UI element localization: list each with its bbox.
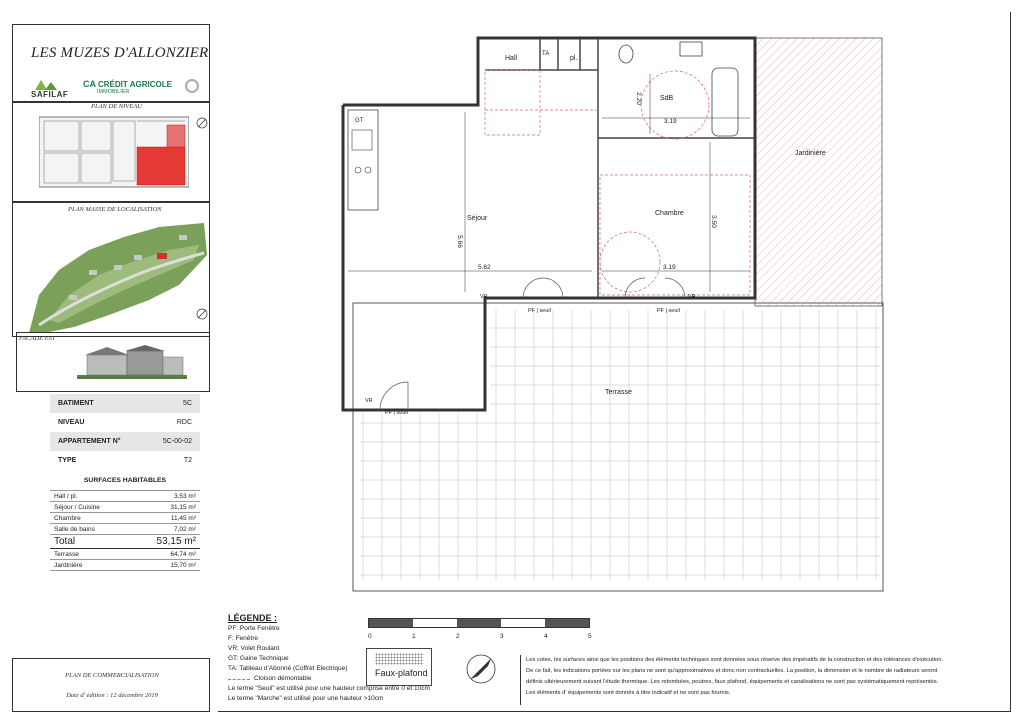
sidebar (12, 12, 210, 712)
spec-row (50, 394, 200, 413)
spec-row (50, 451, 200, 470)
dim-sejour-width: 5.62 (478, 264, 491, 271)
surface-row (50, 513, 200, 524)
scale-segment (501, 619, 545, 627)
surface-row (50, 502, 200, 513)
safilaf-label: SAFILAF (31, 90, 69, 99)
apartment-walls (343, 38, 755, 410)
surface-label: Jardinière (54, 561, 83, 569)
safilaf-logo (31, 80, 76, 100)
dim-chambre-height: 3.50 (709, 215, 717, 228)
facade-caption: FACADE EST (19, 335, 56, 342)
plan-niveau-image (39, 111, 189, 189)
legend-item: TA: Tableau d'Abonné (Coffret Electrique) (228, 665, 348, 672)
surface-total-row (50, 535, 200, 549)
disclaimer-line: définis ultérieurement suivant l'étude thermique. Les retombées, poutres, faux plafond, équipements et canalisations ne sont pas systématiquement représentés. (526, 679, 939, 685)
dimension-lines (348, 74, 750, 292)
opening-pf-label: PF | seuil (385, 410, 408, 416)
surface-value: 3,53 m² (173, 492, 196, 500)
surface-value: 15,70 m² (170, 561, 196, 569)
hob-icon-2 (365, 167, 371, 173)
facade-image (77, 345, 187, 381)
disclaimer-line: Les cotes, les surfaces ainsi que les positions des éléments techniques sont données sous réserve des impératifs de la construction et des tolérances d'exécution. (526, 657, 944, 663)
surface-total-label: Total (54, 536, 76, 547)
scale-label: 3 (500, 633, 504, 640)
room-terrasse-label: Terrasse (605, 389, 632, 396)
footer-panel (12, 658, 210, 712)
sink-icon (352, 130, 372, 150)
room-chambre-label: Chambre (655, 210, 684, 217)
scale-segment (413, 619, 457, 627)
ca-icon: CA (83, 79, 96, 89)
surfaces-title: SURFACES HABITABLES (83, 477, 167, 484)
surface-label: Chambre (54, 514, 81, 522)
surface-value: 11,45 m² (170, 514, 196, 522)
spec-label: TYPE (58, 457, 77, 464)
surface-value: 64,74 m² (170, 550, 196, 558)
footer-line1: PLAN DE COMMERCIALISATION (65, 672, 159, 679)
surface-row (50, 549, 200, 560)
surfaces-table (50, 490, 200, 571)
disclaimer-line: De ce fait, les indications portées sur les plans ne sont qu'approximatives et donc non contractuelles. La position, la dimension et le nombre de radiateurs seront (526, 668, 938, 674)
surface-row (50, 524, 200, 535)
cloison-label: Cloison démontable (254, 675, 312, 682)
legend-item: F: Fenêtre (228, 635, 258, 642)
scale-segment (545, 619, 589, 627)
logo-panel (12, 24, 210, 102)
surface-total-value: 53,15 m² (156, 536, 196, 547)
north-arrow-icon-2 (196, 308, 208, 320)
project-title: LES MUZES D'ALLONZIER (31, 45, 209, 61)
opening-pf-label: PF | seuil (657, 308, 680, 314)
room-jardiniere-label: Jardinière (795, 150, 826, 157)
spec-value: T2 (183, 457, 192, 464)
surface-row (50, 491, 200, 502)
kitchen-counter (348, 110, 378, 210)
terrace-outline (353, 303, 883, 591)
scale-segment (457, 619, 501, 627)
surface-label: Hall / pl. (54, 492, 78, 500)
room-hall-label: Hall (505, 55, 518, 62)
legend-item: VR: Volet Roulant (228, 645, 280, 652)
room-gt-label: GT (355, 118, 364, 124)
spec-label: NIVEAU (58, 419, 85, 426)
disclaimer-box (520, 655, 998, 705)
spec-row (50, 413, 200, 432)
dim-sdb-height: 2.20 (634, 92, 642, 105)
faux-plafond-label: Faux-plafond (375, 668, 428, 678)
spec-row (50, 432, 200, 451)
spec-value: 5C-00-02 (162, 438, 192, 445)
legend-note: Le terme "Marche" est utilisé pour une hauteur >10cm (228, 695, 384, 702)
washbasin-icon (680, 42, 702, 56)
ca-label: CRÉDIT AGRICOLE (98, 79, 172, 89)
terrace-grid (360, 310, 880, 580)
legend-note: Le terme "Seuil" est utilisé pour une hauteur comprise entre 0 et 10cm (228, 685, 430, 692)
scale-segment (369, 619, 413, 627)
footer-line2: Date d' édition : 12 décembre 2019 (66, 692, 158, 699)
legend-item: PF: Porte Fenêtre (228, 625, 280, 632)
scale-label: 0 (368, 633, 372, 640)
plan-masse-image (29, 215, 207, 335)
opening-vr-label: VR (365, 398, 373, 404)
spec-value: 5C (183, 400, 192, 407)
spec-label: APPARTEMENT N° (58, 438, 121, 445)
scale-label: 2 (456, 633, 460, 640)
surface-label: Salle de bains (54, 525, 95, 533)
legend-item: GT: Gaine Technique (228, 655, 289, 662)
room-sejour-label: Séjour (467, 215, 488, 222)
scale-label: 1 (412, 633, 416, 640)
credit-agricole-logo (83, 79, 172, 95)
faux-plafond-swatch (375, 653, 423, 665)
scale-label: 4 (544, 633, 548, 640)
spec-label: BATIMENT (58, 400, 94, 407)
legend-title: LÉGENDE : (228, 613, 278, 623)
dim-chambre-width: 3.19 (663, 264, 676, 271)
opening-pf-label: PF | seuil (528, 308, 551, 314)
surface-label: Séjour / Cuisine (54, 503, 100, 511)
compass-icon (464, 652, 498, 686)
scale-label: 5 (588, 633, 592, 640)
room-pl-label: pl. (570, 55, 578, 62)
ca-sublabel: IMMOBILIER (97, 89, 130, 95)
surface-value: 7,02 m² (173, 525, 196, 533)
dim-sejour-height: 5.66 (455, 235, 463, 248)
facade-panel (16, 332, 210, 392)
plan-masse-panel (12, 202, 210, 337)
surface-row (50, 560, 200, 571)
dim-sdb-width: 3.19 (664, 118, 677, 125)
floor-plan (330, 30, 890, 595)
plan-masse-caption: PLAN MASSE DE LOCALISATION (68, 206, 162, 213)
hob-icon (355, 167, 361, 173)
room-sdb-label: SdB (660, 95, 674, 102)
scale-bar (368, 618, 590, 628)
room-ta-label: TA (542, 51, 550, 57)
plan-niveau-caption: PLAN DE NIVEAU (91, 103, 142, 110)
wc-icon (619, 45, 633, 63)
swirl-icon (185, 79, 199, 93)
bathtub-icon (712, 68, 738, 136)
jardiniere-area (755, 38, 882, 306)
opening-vr-label: VR (688, 294, 696, 300)
faux-plafond-box (366, 648, 432, 686)
opening-vr-label: VR (480, 294, 488, 300)
spec-value: RDC (176, 419, 192, 426)
north-arrow-icon (196, 117, 208, 129)
disclaimer-line: Les éléments d' équipements sont donnés à titre indicatif et ne sont pas fournis. (526, 690, 731, 696)
surface-value: 31,15 m² (170, 503, 196, 511)
plan-niveau-panel (12, 102, 210, 202)
cloison-swatch (228, 679, 250, 680)
specs-table (50, 394, 200, 489)
inner-walls (485, 38, 755, 298)
surface-label: Terrasse (54, 550, 79, 558)
